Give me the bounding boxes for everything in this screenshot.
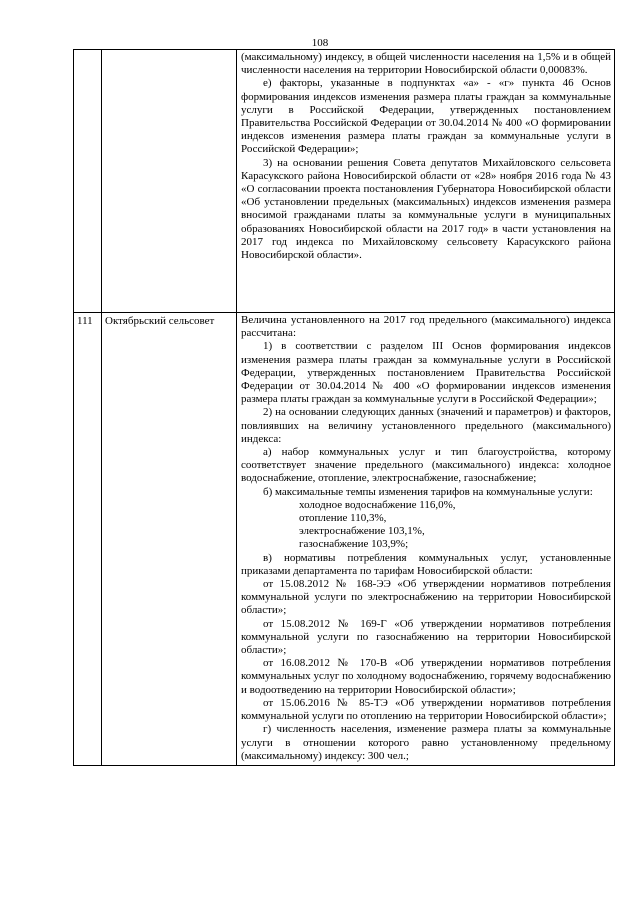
paragraph: 3) на основании решения Совета депутатов Михайловского сельсовета Карасукского района Новосибирской области от «28» ноября 2016 года № 43 «О согласовании проекта постановления Губернатора Новосибирской области «Об установлении предельных (максимальных) индексов изменения размера вносимой гражданами платы за коммунальные услуги в муниципальных образованиях Новосибирской области на 2017 год» в части установления на 2017 год индекса по Михайловскому сельсовету Карасукского района Новосибирской области». bbox=[241, 156, 611, 262]
row-description bbox=[237, 313, 615, 766]
municipality-name bbox=[102, 50, 237, 313]
tariff-item: отопление 110,3%, bbox=[299, 512, 387, 525]
paragraph: (максимальному) индексу, в общей численности населения на 1,5% и в общей численности населения на территории Новосибирской области 0,00083%. bbox=[241, 51, 611, 77]
paragraph: от 16.08.2012 № 170-В «Об утверждении нормативов потребления коммунальных услуг по холодному водоснабжению, горячему водоснабжению и водоотведению на территории Новосибирской области»; bbox=[241, 657, 611, 696]
paragraph: от 15.06.2016 № 85-ТЭ «Об утверждении нормативов потребления коммунальной услуги по отоплению на территории Новосибирской области»; bbox=[241, 696, 611, 723]
paragraph: г) численность населения, изменение размера платы за коммунальные услуги в отношении которого равно установленному предельному (максимальному) индексу: 300 чел.; bbox=[241, 723, 611, 762]
table-row bbox=[74, 313, 615, 766]
paragraph: от 15.08.2012 № 168-ЭЭ «Об утверждении нормативов потребления коммунальной услуги по электроснабжению на территории Новосибирской области»; bbox=[241, 578, 611, 617]
page-number: 108 bbox=[311, 37, 329, 49]
paragraph: б) максимальные темпы изменения тарифов на коммунальные услуги: bbox=[263, 485, 593, 498]
paragraph: Величина установленного на 2017 год предельного (максимального) индекса рассчитана: bbox=[241, 314, 611, 340]
paragraph: от 15.08.2012 № 169-Г «Об утверждении нормативов потребления коммунальной услуги по газоснабжению на территории Новосибирской области»; bbox=[241, 617, 611, 657]
row-number bbox=[74, 50, 102, 313]
table-row bbox=[74, 50, 615, 313]
paragraph: 1) в соответствии с разделом III Основ формирования индексов изменения размера платы граждан за коммунальные услуги в Российской Федерации, утвержденных постановлением Правительства Российской Федерации от 30.04.2014 № 400 «О формировании индексов изменения размера платы граждан за коммунальные услуги в Российской Федерации»; bbox=[241, 340, 611, 406]
indices-table bbox=[73, 49, 615, 766]
row-number: 111 bbox=[74, 313, 102, 766]
paragraph: е) факторы, указанные в подпунктах «а» - «г» пункта 46 Основ формирования индексов изменения размера платы граждан за коммунальные услуги в Российской Федерации, утвержденных постановлением Правительства Российской Федерации от 30.04.2014 № 400 «О формировании индексов изменения размера платы граждан за коммунальные услуги в Российской Федерации»; bbox=[241, 77, 611, 156]
paragraph: а) набор коммунальных услуг и тип благоустройства, которому соответствует значение предельного (максимального) индекса: холодное водоснабжение, отопление, электроснабжение, газоснабжение; bbox=[241, 446, 611, 485]
paragraph: 2) на основании следующих данных (значений и параметров) и факторов, повлиявших на величину установленного предельного (максимального) индекса: bbox=[241, 406, 611, 445]
tariff-item: электроснабжение 103,1%, bbox=[299, 525, 425, 538]
tariff-item: холодное водоснабжение 116,0%, bbox=[299, 498, 456, 511]
row-description bbox=[237, 50, 615, 313]
municipality-name: Октябрьский сельсовет bbox=[102, 313, 237, 766]
paragraph: в) нормативы потребления коммунальных услуг, установленные приказами департамента по тарифам Новосибирской области: bbox=[241, 551, 611, 577]
tariff-item: газоснабжение 103,9%; bbox=[299, 538, 409, 551]
